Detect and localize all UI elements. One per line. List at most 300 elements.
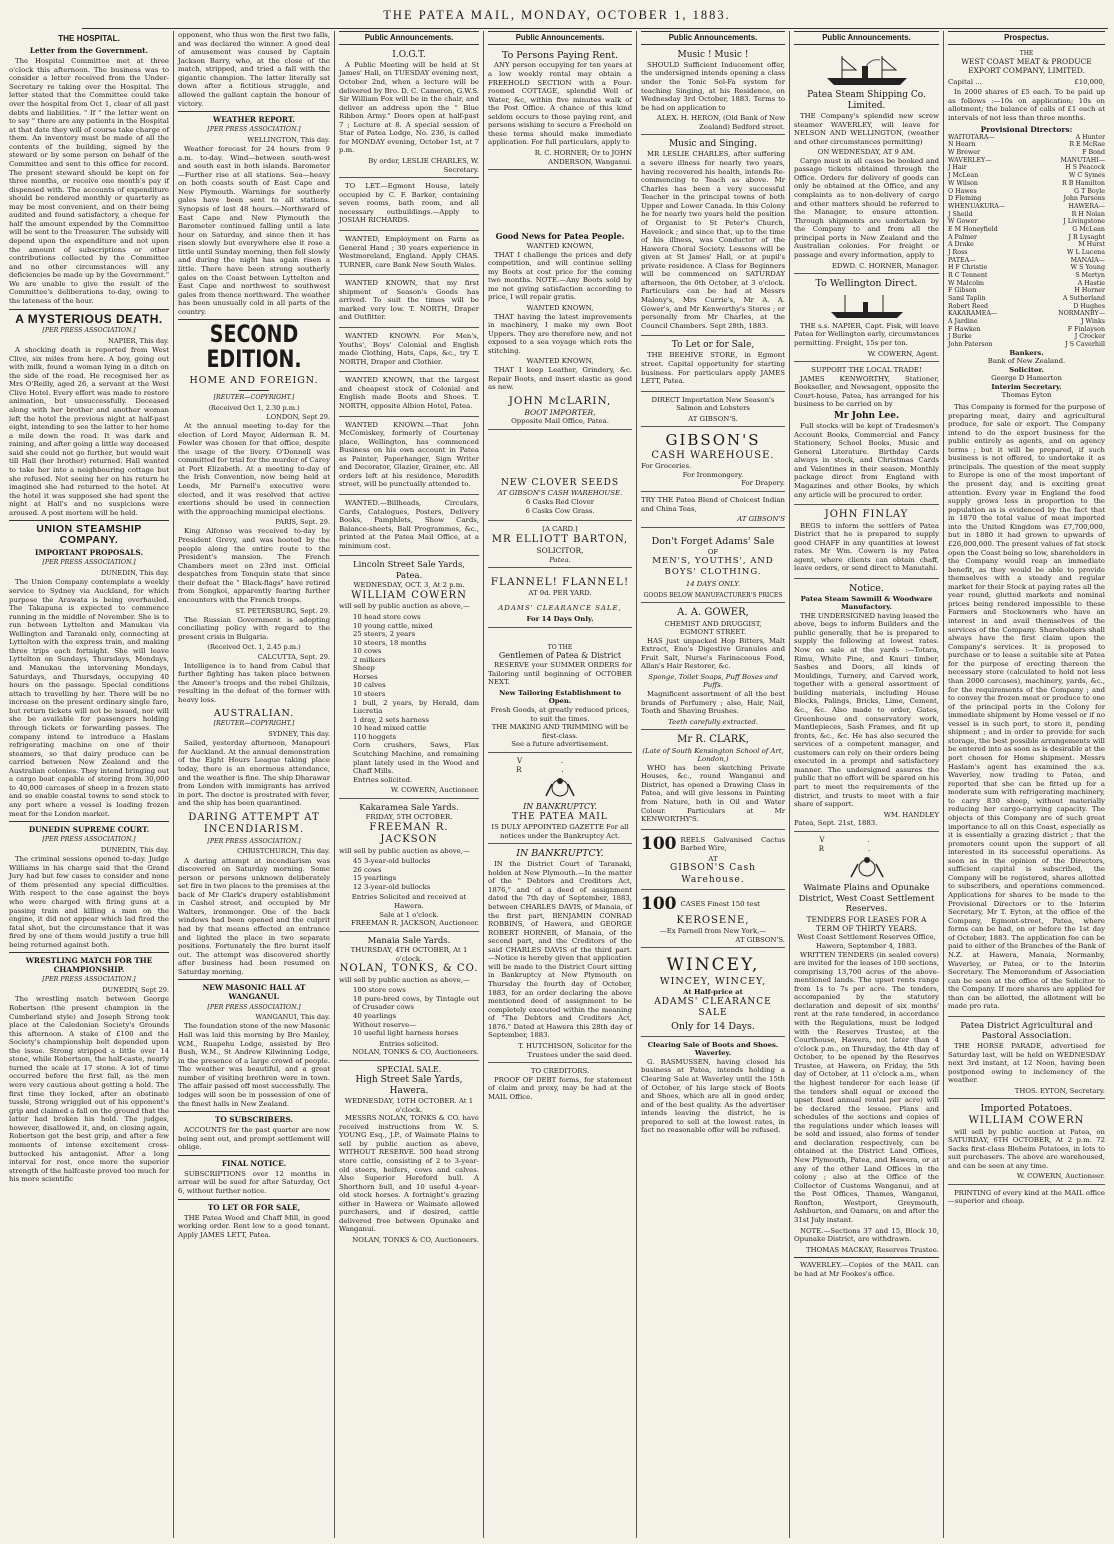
solicitor-value: George D Hamerton (991, 374, 1062, 383)
ad-duration: 14 DAYS ONLY. (685, 580, 741, 589)
ad-body: MESSRS NOLAN, TONKS & CO. have received instructions from W. S. YOUNG Esq., J.P., of Waimate Plains to sell by public auction as above, WITHOUT RESERVE. 500 head strong store cattle, consisting of 2 to 3-year-old steers, heifers, cows and calves. Also Superior Hereford bull. A Shorthorn bull, and 10 useful 4-year-old stock horses. A fortnight's grazing either in Hawera or Waimate allowed purchasers, and if desired, cattle delivered free between Opunake and Wanganui. (339, 1114, 479, 1234)
article-london: At the annual meeting to-day for the election of Lord Mayor, Alderman R. M. Fowler was chosen for that office, despite the usage of the livery. O'Donnell was committed for trial for the murder of Carey at Port Elizabeth. At a meeting to-day of the Irish Convention, now being held at Leeds, Mr Parnell's executive were elected, and it was resolved that active exertions should be used in connection with the approaching municipal elections. (178, 422, 330, 516)
blank-space (488, 630, 632, 642)
ad-wanted (339, 419, 479, 496)
director-name: NORMANBY— (1058, 310, 1105, 318)
director-name: WHENUAKURA— (948, 202, 1006, 210)
ad-subtitle: MEN'S, YOUTHS', AND BOYS' CLOTHING. (652, 556, 774, 577)
dateline: DUNEDIN, Sept 29. (102, 986, 169, 995)
director-name: John Parsons (1063, 195, 1105, 203)
ad-body: TRY THE Patea Blend of Choicest Indian and China Teas, (641, 496, 785, 513)
article-christchurch: A daring attempt at incendiarism was discovered on Saturday morning. Some person or persons unknown deliberately set fire in two places to the premises at the back of Mr Clark's drapery establishment in Cashel street, and occupied by Mr Walters, ironmonger. One of the back windows had been opened and the culprit had by that means effected an entrance and lighted the place in two separate positions. Fortunately the fire burnt itself out. The attempt was discovered shortly after business had been resumed on Saturday morning. (178, 856, 330, 976)
ad-lincoln-sale (339, 558, 479, 798)
ad-title: To Persons Paying Rent. (501, 49, 619, 61)
column-6 (791, 31, 942, 1538)
ad-intro: will sell by public auction as above,— (339, 975, 470, 984)
column-3 (336, 31, 482, 1538)
ad-intro: will sell by public auction as above,— (339, 846, 470, 855)
ad-date: WEDNESDAY, OCT. 3, At 2 p.m. (353, 581, 465, 590)
directors-list (948, 134, 1105, 349)
ad-kakaramea-sale (339, 801, 479, 932)
ad-kerosene (641, 892, 785, 949)
ad-line: For Drapery. (741, 479, 785, 488)
ad-sale: ADAMS' CLEARANCE SALE (654, 996, 772, 1018)
sale-item: 10 steers (353, 690, 386, 699)
advertiser-name: Mr John Lee. (833, 410, 900, 421)
ad-date: Patea, Sept. 21st, 1883. (794, 819, 878, 828)
received-time: (Received Oct. 1, 2.45 p.m.) (207, 643, 301, 652)
director-row (948, 310, 1105, 318)
sale-items-list (353, 857, 479, 891)
dateline: DUNEDIN, This day. (100, 569, 169, 578)
director-row (948, 303, 1105, 311)
director-name: WAVERLEY— (948, 156, 992, 164)
headline-weather: WEATHER REPORT. (213, 115, 295, 125)
sale-item: Horses (353, 672, 378, 681)
auctioneer-name: NOLAN, TONKS, & CO. (339, 963, 479, 975)
rule (178, 111, 330, 112)
headline-australian: AUSTRALIAN. (213, 707, 295, 719)
director-row (948, 226, 1105, 234)
director-row (948, 134, 1105, 142)
director-row (948, 180, 1105, 188)
ad-body: DIRECT Importation New Season's Salmon and Lobsters (651, 395, 775, 413)
company-name: WEST COAST MEAT & PRODUCE EXPORT COMPANY, LIMITED. (961, 57, 1092, 76)
director-name: F Hawken (948, 325, 981, 333)
director-row (948, 280, 1105, 288)
ad-title: NEW CLOVER SEEDS (500, 477, 620, 488)
sale-item: 10 young cattle, mixed (353, 621, 433, 630)
bankers-value: Bank of New Zealand. (987, 357, 1066, 366)
director-name: HAWERA— (1068, 202, 1105, 210)
ad-music (641, 48, 785, 136)
ad-clark (641, 732, 785, 829)
rule (794, 1257, 939, 1258)
dateline: NAPIER, This day. (108, 336, 169, 345)
ad-wincey (641, 950, 785, 1036)
royal-cipher: V. R. (818, 835, 915, 853)
ad-subtitle: Patea Steam Sawmill & Woodware Manufactory. (800, 594, 933, 612)
director-row (948, 295, 1105, 303)
ad-line: Sponge, Toilet Soaps, Puff Boxes and Puffs. (648, 672, 778, 690)
auctioneer-name: WILLIAM COWERN (968, 1115, 1085, 1127)
ad-gower (641, 605, 785, 730)
ad-body: SHOULD Sufficient Inducement offer, the undersigned intends opening a class under the Tonic Sol-Fa system for teaching Singing, at his Residence, on Wednesday 3rd October, 1883. Terms to be had on application to (641, 60, 785, 112)
ad-signature: R. C. HORNER; Or to JOHN ANDERSON, Wanganui. (534, 149, 632, 166)
ad-body: See a future advertisement. (511, 740, 609, 749)
director-row (948, 287, 1105, 295)
sale-item: 25 steers, 2 years (353, 630, 416, 639)
ad-title: Lincoln Street Sale Yards, Patea. (352, 560, 466, 581)
rule (178, 979, 330, 980)
subhead-proposals: IMPORTANT PROPOSALS. (35, 548, 143, 558)
rule (9, 952, 169, 953)
ad-body: BEGS to inform the settlers of Patea District that he is prepared to supply good CHAFF in any quantities at lowest rates. Mr Wm. Cowern is my Patea agent, where clients can obtain chaff, leave orders, or send direct to Manutahi. (794, 521, 939, 573)
sale-item: 1 bull, 2 years, by Herald, dam Lucretia (353, 698, 479, 716)
headline-supreme-court: DUNEDIN SUPREME COURT. (28, 825, 150, 835)
ad-steam-shipping (794, 48, 939, 274)
ad-iogt (339, 48, 479, 178)
section-header: Public Announcements. (488, 31, 632, 45)
ad-title: Gentlemen of Patea & District (498, 651, 622, 661)
director-name: F Gibson (948, 287, 977, 295)
sale-item: Corn crushers, Saws, Flax Scutching Machine, and remaining plant lately used in the Wood and Chaff Mills. (353, 741, 479, 776)
director-name: S Mertyn (1075, 271, 1105, 279)
ad-title: Clearing Sale of Boots and Shoes. Waverley. (647, 1040, 779, 1058)
ad-signature: NOLAN, TONKS & CO, Auctioneers. (352, 1236, 479, 1245)
ad-body: —Ex Parnell from New York,— (659, 927, 767, 936)
headline-final-notice: FINAL NOTICE. (221, 1158, 287, 1168)
sale-items-list (353, 986, 479, 1037)
article-masonic: The foundation stone of the new Masonic Hall was laid this morning by Bro Manley, W.M., Ruapehu Lodge, assisted by Bro Bush, W.M., St Andrew Kilwinning Lodge, in the presence of a large crowd of people. The weather was beautiful, and a great number of visiting brethren were in town. The affair passed off most successfully. The lodges will soon be in possession of one of the finest halls in New Zealand. (178, 1022, 330, 1108)
ad-mclarin (488, 230, 632, 429)
ad-line: For Ironmongery. (682, 470, 744, 479)
newspaper-name: THE PATEA MAIL (512, 812, 608, 823)
notice-to-let: THE Patea Wood and Chaff Mill, in good working order. Rent low to a good tenant. Apply JAMES LETT, Patea. (178, 1213, 330, 1239)
director-name: Saml Taplin (948, 294, 986, 302)
rule (9, 821, 169, 822)
director-name: R C Tennent (948, 271, 988, 279)
headline-second-edition: SECOND EDITION. (206, 320, 302, 374)
section-header: Public Announcements. (339, 31, 479, 45)
director-name: A Jardine (948, 317, 978, 325)
director-name: J Winks (1080, 317, 1105, 325)
ad-body: THAT I keep Leather, Grindery, &c. Repair Boots, and insert elastic as good as new. (488, 365, 632, 392)
sale-items-list (353, 613, 479, 784)
article-st-petersburg: The Russian Government is adopting conciliating policy with regard to the present crisis in Bulgaria. (178, 615, 330, 641)
article-wrestling: The wrestling match between George Robertson (the present champion in the Cumberland style) and Joseph Strong took place at the Caledonian Society's Grounds this afternoon. A stake of £100 and the Society's championship belt depended upon the issue. Strong stripped a little over 14 stone, while Robertson, the half-caste, nearly turned the scale at 17 stone. A lot of time occurred before the first fall, as the men were very cautious about getting a hold. The first time they locked, after an obstinate tussle, Strong wriggled out of his opponent's grip and claimed a fall on the ground that the latter had broken his hold. The judges, however, disallowed it, and, on closing again, Robertson got the best grip, and after a few moments of intense excitement cross-buttocked his antagonist. After a long interval for rest, once more the superior strength of the halfcaste proved too much for his more scientific (9, 995, 169, 1184)
advertiser-trade: (Late of South Kensington School of Art, London,) (642, 746, 784, 764)
ad-title: Good News for Patea People. (495, 231, 625, 242)
sale-item: Without reserve— (353, 1020, 417, 1029)
secretary-heading: Interim Secretary. (991, 382, 1062, 391)
ad-title: Patea District Agricultural and Pastoral Association. (960, 1020, 1093, 1042)
ad-clover-seeds (488, 476, 632, 522)
sale-item: 26 cows (353, 865, 382, 874)
ad-signature: ALEX. H. HERON, (Old Bank of New Zealand) Bedford street. (656, 114, 785, 131)
ad-signature: NOLAN, TONKS & CO, Auctioneers. (352, 1048, 479, 1057)
director-name: J Crocker (1074, 333, 1105, 341)
ad-kenworthy (794, 364, 939, 505)
ad-body: THE MAKING AND TRIMMING will be first-class. (491, 723, 629, 740)
column-7 (945, 31, 1108, 1538)
column-4 (485, 31, 635, 1538)
director-name: J Sheild (948, 210, 973, 218)
director-name: Robert Reed (948, 302, 989, 310)
advertiser-trade: BOOT IMPORTER, (524, 407, 596, 417)
director-name: G T Boyle (1074, 187, 1105, 195)
ad-sale: ADAMS' CLEARANCE SALE, (498, 603, 622, 612)
ad-title: Notice. (849, 582, 884, 594)
directors-heading: Provisional Directors: (980, 124, 1073, 134)
ad-body: Magnificent assortment of all the best brands of Perfumery ; also, Hair, Nail, Tooth and Shaving Brushes. (641, 690, 785, 716)
ad-duration: Only for 14 Days. (671, 1020, 755, 1032)
ad-body: JAMES KENWORTHY, Stationer, Bookseller, and Newsagent, opposite the Court-house, Patea, has arranged for his business to be carried on by (794, 374, 939, 409)
director-name: E M Honeyfield (948, 225, 998, 233)
column-rule (943, 31, 944, 1538)
director-name: H S Peacock (1065, 164, 1105, 172)
sale-item: 2 milkers (353, 655, 386, 664)
blank-space (488, 172, 632, 230)
ad-gibsons (641, 429, 785, 492)
ad-subtitle: CASH WAREHOUSE. (651, 449, 775, 461)
director-row (948, 234, 1105, 242)
rule (9, 309, 169, 310)
ad-intro: will sell by public auction as above,— (339, 602, 470, 611)
press-credit: [PER PRESS ASSOCIATION.] (207, 837, 301, 845)
advertiser-trade: CHEMIST AND DRUGGIST, (664, 619, 762, 628)
ad-signature: THOMAS MACKAY, Reserves Trustee. (806, 1245, 939, 1254)
director-name: John Paterson (948, 340, 993, 348)
ad-body: PROOF OF DEBT forms, for statement of claim and proxy, may be had at the MAIL Office. (488, 1075, 632, 1101)
ad-singing (641, 137, 785, 336)
dateline: ST. PETERSBURG, Sept. 29. (235, 606, 330, 615)
ad-signature: W. COWERN, Auctioneer. (1016, 1172, 1105, 1181)
reuter-credit: [REUTER—COPYRIGHT.] (213, 720, 295, 728)
ad-subtitle: WANTED KNOWN, (526, 242, 594, 251)
dateline: WELLINGTON, This day. (247, 135, 330, 144)
director-name: F Bond (1082, 149, 1105, 157)
ad-body: THE Company's splendid new screw steamer WAVERLEY, will leave for NELSON AND WELLINGTON, (weather and other circumstances permitting) (794, 111, 939, 146)
director-name: J McLean (948, 172, 979, 180)
director-name: J Hair (948, 164, 967, 172)
solicitor-heading: Solicitor. (1009, 365, 1044, 374)
steamship-icon (822, 52, 912, 88)
prospectus-body: This Company is formed for the purpose of preparing meat, dairy and agricultural produce, for sale or export. The Company intend to do the export business for the public entirely as agents, and on agency terms ; but it will be prepared, if such business is not offered, to undertake it as principals. The question of the meat supply to Europe is one of the most important of the present day, and is exciting great attention. Every year in England the food supply grows less in proportion to the population as is evidenced by the fact that in 1870 the total value of meat imported into the United Kingdom was £7,700,000, but in 1880 it had grown to upwards of £26,000,000. The present values of fat stock open the Coast being so low, shareholders in the Company would reap an immediate benefit, as they would be able to provide themselves with a steady and regular market for their Stock at paying rates all the year round, glutted markets and nominal prices being rendered impossible to these Farmers and Stockowners who have an interest in and avail themselves of the services of the Company. Shareholders shall always have the first claim upon the Company's services. It is proposed to purchase or to lease a suitable site at Patea for the purpose of erecting thereon the necessary store (calculated to hold not less than 2000 carcases), machinery, yards, &c., for the requirements of the Company ; and to convey the frozen meat or produce to one of the principal ports in the Colony for immediate shipment by Home vessel or if no vessel is in such port, to store it, pending shipment ; and in order to provide for such storage, the best possible arrangements will be entered into as soon as is desirable at the port chosen for Home shipment. Messrs Haslam's agent has examined the s.s. Waverley, now trading to Patea, and reported that she can be fitted up for a moderate sum with refrigerating machinery, to carry 830 sheep, without materially reducing her cargo-carrying capacity. The objects of this Company are of such great importance to all on this Coast, especially as it is essentially a grazing district ; that the promoters count upon the support of all interested in its successful operations. As soon as in the opinion of the Directors, sufficient capital is subscribed, the Company will be registered, shares allotted to subscribers, and operations commenced. Applications for shares to be made to the Provisional Directors or to the Interim Secretary, Mr T. Eyton, at the office of the Company, Egmont-street, Patea, where forms can be had, on or before the 1st day of October, 1883. The application fee can be paid to either of the Branches of the Bank of N.Z. at Hawera, Manaia, Normanby, Waverley, or Patea, or to the Interim Secretary. The Memorandum of Association can be seen at the office of the Solicitor to the Company. If more shares are applied for than can be allotted, the allotment will be made pro rata. (948, 402, 1105, 1011)
ad-body: WANTED, Employment on Farm as General Hand ; 30 years experience in Westmoreland, England. Apply CHAS. TURNER, care Bank New South Wales. (339, 234, 479, 269)
ad-title: WINCEY, (666, 955, 760, 976)
sale-item: Sheep (353, 664, 375, 673)
capital-value: £10,000, (1074, 77, 1105, 86)
director-row (948, 218, 1105, 226)
rule (178, 1199, 330, 1200)
ad-title: To Wellington Direct. (815, 278, 918, 290)
ad-date: THURSDAY, 4TH OCTOBER, At 1 o'clock. (350, 946, 468, 963)
advertiser-name: Mr R. CLARK, (677, 734, 749, 746)
section-header: Prospectus. (948, 31, 1105, 45)
ad-tailoring (488, 642, 632, 753)
ad-note: NOTE.—Sections 37 and 15, Block 10, Opunake District, are withdrawn. (794, 1226, 939, 1244)
share-terms: In 2000 shares of £5 each. To be paid up as follows :—10s on application; 10s on allotment; the balance of calls of £1 each at intervals of not less than three months. (948, 88, 1105, 122)
director-name: A Hastie (1077, 279, 1105, 287)
royal-arms-icon (847, 855, 887, 881)
masthead-rule (82, 28, 1108, 29)
column-2 (175, 31, 333, 1538)
ad-signature: THOS. EYTON, Secretary. (1014, 1086, 1105, 1095)
ad-title: IN BANKRUPTCY. (516, 848, 604, 860)
ad-signature: W. COWERN, Auctioneer. (390, 786, 479, 795)
director-name: J Livingstone (1063, 218, 1105, 226)
ad-body: WANTED.—Billheads, Circulars, Cards, Catalogues, Posters, Delivery Books, Pamphlets, Show Cards, Balance-sheets, Ball Programmes, &c., printed at the Patea Mail Office, at a minimum cost. (339, 499, 479, 550)
rule (178, 1111, 330, 1112)
ad-agricultural (948, 1019, 1105, 1099)
article-paris: King Alfonso was received to-day by President Grevy, and was hooted by the people along the entire route to the President's mansion. The French Chambers meet on 23rd inst. Official despatches from Tonquin state that since their defeat the " Black-flags" have retired from Songkoi, apparently fearing further encounters with the French troops. (178, 527, 330, 604)
director-name: F Finlayson (1067, 325, 1105, 333)
sale-item: 10 head mixed cattle (353, 724, 427, 733)
steamship-icon (827, 292, 907, 320)
ad-body: Full stocks will be kept of Tradesmen's Account Books, Commercial and Fancy Stationery, School Books, Music and General Literature. Birthday Cards always in stock, and Christmas Cards and Valentines in their season. Monthly package direct from England with Magazines and other Books, by which any article will be procured to order. (794, 422, 939, 499)
ad-bankruptcy-davis (488, 846, 632, 1063)
ad-body: ANY person occupying for ten years at a low weekly rental may obtain a FREEHOLD SECTION with a Four-roomed COTTAGE, splendid Well of Water, &c, within five minutes walk of the Post Office. A chance of this kind seldom occurs to those paying rent, and persons wishing to secure a Freehold on these terms should make immediate application. For full particulars, apply to (488, 61, 632, 147)
dateline: CHRISTCHURCH, This day. (237, 847, 330, 856)
director-name: M Hurst (1078, 241, 1105, 249)
column-5 (638, 31, 788, 1538)
director-name: PATEA— (948, 256, 976, 264)
bankers-heading: Bankers. (1009, 348, 1044, 357)
director-name: W Wilson (948, 179, 978, 187)
headline-home-foreign: HOME AND FOREIGN. (189, 375, 319, 387)
sale-item: 10 cows (353, 647, 382, 656)
ad-body: TO LET.—Egmont House, lately occupied by C. F. Barker, containing seven rooms, bath room, and all necessary outbuildings.—Apply to JOSIAH RICHARDS. (339, 182, 479, 225)
section-header: Public Announcements. (641, 31, 785, 45)
ad-subtitle: TENDERS FOR LEASES FOR A TERM OF THIRTY YEARS. (806, 914, 927, 934)
ad-special-sale (339, 1063, 479, 1248)
headline-masonic-hall: NEW MASONIC HALL AT WANGANUI. (202, 983, 306, 1002)
ad-line: Teeth carefully extracted. (668, 717, 758, 726)
ad-wanted (339, 330, 479, 372)
ad-body: THE UNDERSIGNED having leased the above, begs to inform Builders and the public generally, that he is prepared to supply the following at lowest rates. Now on sale at the yards :—Totara, Rimu, White Pine, and Kauri timber, Sashes and Doors, all kinds of Mouldings, Turnery, and Carved work, together with a general assortment of building materials, including House Blocks, Palings, Bricks, Lime, Cement, &c., &c. Also made to order, Gates, Greenhouse and conservatory work, Mantlepieces, Sash Frames, and fit up fronts, &c., &c. He has also secured the services of a competent manager, and customers can rely on their orders being executed in a prompt and satisfactory manner. The undersigned assures the public that no effort will be spared on his part to meet the requirements of the district, and trusts to meet with a fair share of support. (794, 611, 939, 809)
sale-item: 1 dray, 2 sets harness (353, 715, 429, 724)
ad-title: TO CREDITORS. (530, 1067, 590, 1076)
ad-title: To Let or for Sale, (671, 340, 755, 351)
ad-title: GIBSON'S (665, 431, 761, 450)
ad-body: THE s.s. NAPIER, Capt. Fisk, will leave Patea for Wellington early, circumstances permitting. Freight, 15s per ton. (794, 321, 939, 347)
director-name: J Burke (948, 333, 972, 341)
director-row (948, 249, 1105, 257)
director-row (948, 318, 1105, 326)
ad-office: West Coast Settlement Reserves Office, Hawera, September 4, 1883. (797, 933, 936, 950)
director-row (948, 203, 1105, 211)
ad-title: FLANNEL! FLANNEL! (490, 576, 630, 589)
sale-item: 12 3-year-old bullocks (353, 882, 431, 891)
headline-subscribers: TO SUBSCRIBERS. (214, 1115, 294, 1125)
ad-body: A Public Meeting will be held at St James' Hall, on TUESDAY evening next, October 2nd, when a lecture will be delivered by Bro. D. C. Cameron, G.W.S. Sir William Fox will be in the chair, and deliver an address upon the " Blue Ribbon Army." Doors open at half-past 7 ; Lecture at 8. A special session of Star of Patea Lodge, No. 236, is called for MONDAY evening, October 1st, at 7 p.m. (339, 60, 479, 155)
column-1 (6, 31, 172, 1538)
ad-body: THE BEEHIVE STORE, in Egmont street. Capital opportunity for starting business. For particulars apply JAMES LETT, Patea. (641, 351, 785, 386)
ad-title: Patea Steam Shipping Co. Limited. (807, 89, 926, 111)
dateline: WANGANUI, This day. (255, 1013, 330, 1022)
ad-body: will sell by public auction at Patea, on SATURDAY, 6TH OCTOBER, At 2 p.m. 72 Sacks first-class Bleheim Potatoes, in lots to suit purchasers. The above are warehoused, and can be seen at any time. (948, 1127, 1105, 1170)
ad-body: Fresh Goods, at greatly reduced prices, to suit the times. (490, 706, 630, 723)
ad-body: HAS just unpacked Hop Bitters, Malt Extract, Eno's Digestive Granules and Fruit Salt, Nurse's Farinaceous Food, Allan's Hair Restorer, &c. (641, 636, 785, 671)
ad-body: THAT I challenge the prices and defy competition, and will continue selling my Boots at cost price for the coming two months. NOTE.—Any Boots sold by me not giving satisfaction according to price, I will repair gratis. (488, 250, 632, 302)
ad-adams-clothing (641, 530, 785, 603)
ad-entries: Entries Solicited and received at Hawera. (351, 893, 467, 911)
director-row (948, 264, 1105, 272)
director-name: W L Lucena (1067, 248, 1105, 256)
ad-subtitle: WANTED KNOWN, (526, 357, 594, 366)
notice-subscribers: ACCOUNTS for the past quarter are now being sent out, and prompt settlement will oblige. (178, 1126, 330, 1152)
director-name: A Palmer (948, 233, 977, 241)
ad-wanted (339, 233, 479, 275)
column-rule (173, 31, 174, 1538)
director-name: MANAIA— (1070, 256, 1105, 264)
sale-item: 15 yearlings (353, 874, 397, 883)
ad-sale-time: Sale at 1 o'clock. (379, 910, 439, 919)
royal-cipher: V. R. (516, 756, 604, 774)
director-name: KAKARAMEA— (948, 310, 998, 318)
ad-body: MR LESLIE CHARLES, after suffering a severe illness for nearly two years, having recovered his health, intends Re-commencing to Teach as above. Mr Charles has been a very successful Teacher in the principal towns of both Upper and Lower Canada. In this Colony he for nearly two years held the position of Organist to St Peter's Church, Havelock ; and since that, up to the time of his illness, was Conductor of the Hawera Choral Society. Lessons will be given at St James' Hall, or at pupil's private residence. A Class for Beginners will be commenced on SATURDAY afternoon, the 6th October, at 3 o'clock. Particulars can be had at Messrs Malony's, Mrs Currie's, Mr A. A. Gower's, and Mr Kenworthy's Stores ; or personally from Mr Charles, at the Council Chambers. Sept 28th, 1883. (641, 150, 785, 330)
headline-mysterious-death: A MYSTERIOUS DEATH. (15, 311, 163, 326)
reuter-credit: [REUTER—COPYRIGHT.] (213, 393, 295, 401)
director-name: H F Christie (948, 264, 988, 272)
ad-line: For Groceries. (641, 462, 692, 471)
received-time: (Received Oct 1, 2.30 p.m.) (208, 403, 300, 412)
sale-item: 100 store cows (353, 986, 406, 995)
ad-body: REELS Galvanised Cactus Barbed Wire, (680, 835, 785, 853)
sale-item: 110 hoggets (353, 732, 397, 741)
ad-to-let (339, 180, 479, 231)
auctioneer-name: WILLIAM COWERN (351, 590, 467, 601)
director-row (948, 326, 1105, 334)
ad-location: AT GIBSON'S CASH WAREHOUSE. (497, 488, 623, 497)
director-row (948, 272, 1105, 280)
ad-price: AT 9d. PER YARD. (528, 589, 592, 598)
ad-title: Waimate Plains and Opunake District, West Coast Settlement Reserves. (798, 883, 935, 915)
headline-daring-attempt: DARING ATTEMPT AT INCENDIARISM. (188, 811, 320, 836)
director-name: N Hearn (948, 141, 976, 149)
ad-body: WRITTEN TENDERS (in sealed covers) are invited for the leases of 100 sections, comprising 13,700 acres of the above-mentioned lands. The upset rents range from 1s to 7s per acre. The tenders, accompanied by the statutory declaration and deposit of six months' rent at the rate tendered, in accordance with the Regulations, must be lodged with the Reserves Trustee, at the Courthouse, Hawera, not later than 4 o'clock p.m., on Thursday, the 4th day of October, to be opened by the Reserves Trustee, at Hawera, on Friday, the 5th day of October, at 11 o'clock a.m., when the highest tenderer for each lease (if the tenders shall equal or exceed the upset fixed annual rental per acre) will be declared the lessee. Plans and schedules of the sections and copies of the regulations under which leases will be sold and issued, also forms of tender and declaration respectively, can be obtained at the District Land Offices, New Plymouth, Patea, and Hawera, or at any of the other Land Offices in the colony ; also at the Office of the Collector of Customs Wanganui, and at the Post Offices, Thames, Wanganui, Ronfton, Westport, Greymouth, Ashburton, and Oamaru, on and after the 31st July instant. (794, 950, 939, 1224)
ad-joiner: AT (708, 854, 718, 863)
director-name: O Hawes (948, 187, 977, 195)
ad-title: Imported Potatoes. (980, 1103, 1073, 1115)
press-credit: [PER PRESS ASSOCIATION.] (207, 1003, 301, 1011)
ad-body: IS DULY APPOINTED GAZETTE For all notices under the Bankruptcy Act. (491, 823, 629, 840)
press-credit: [PER PRESS ASSOCIATION.] (42, 836, 136, 844)
director-name: R B Hamilton (1062, 179, 1105, 187)
director-name: A Sutherland (1062, 294, 1105, 302)
director-name: J Ross (948, 248, 968, 256)
director-name: A Hunter (1075, 133, 1105, 141)
ad-departure: ON WEDNESDAY, AT 9 AM. (817, 148, 916, 157)
rule (9, 520, 169, 521)
ad-printing (948, 1187, 1105, 1211)
seed-list (488, 498, 632, 515)
ad-duration: For 14 Days Only. (526, 615, 594, 624)
director-row (948, 149, 1105, 157)
dateline: CALCUTTA, Sept. 29. (257, 652, 330, 661)
advertiser-address: Opposite Mail Office, Patea. (511, 416, 609, 425)
director-name: R H Nolan (1071, 210, 1105, 218)
director-name: D Fleming (948, 195, 982, 203)
ad-barbed-wire (641, 832, 785, 890)
article-wrestling-continued: opponent, who thus won the first two falls, and was declared the winner. A good deal of amusement was caused by Captain Jackson Barry, who, at the close of the match, stripped, and tried a fall with the gigantic champion. The latter literally sat down after a fictitious struggle, and allowed the gallant captain the honour of victory. (178, 31, 330, 108)
ad-bankruptcy-gazette (488, 755, 632, 845)
ad-subtitle: WANTED KNOWN, (526, 304, 594, 313)
ad-subtitle: High Street Sale Yards, Hawera. (355, 1074, 463, 1096)
notice-final: SUBSCRIPTIONS over 12 months in arrear will be sued for after Saturday, Oct 6, without further notice. (178, 1169, 330, 1195)
director-name: WAITOTARA— (948, 133, 995, 141)
press-credit: [PER PRESS ASSOCIATION.] (42, 327, 136, 335)
ad-body: WHO has been sketching Private Houses, &c., round Wanganui and District, has opened a Drawing Class in Patea, and will give lessons in Painting from Nature, both in Oil and Water Colour. Particulars at Mr KENWORTHY'S. (641, 763, 785, 824)
ad-manaia-sale (339, 934, 479, 1061)
article-sydney: Sailed, yesterday afternoon, Manapouri for Auckland. At the annual demonstration of the Eight Hours League taking place today, there is an enormous attendance, and the weather is fine. The ship Dharawar from London with immigrants has arrived in port. The doctor is prostrated with fever, and the ship has been quarantined. (178, 739, 330, 808)
advertiser-name: JOHN FINLAY (824, 509, 909, 521)
column-rule (636, 31, 637, 1538)
ad-title: Music and Singing. (668, 139, 758, 150)
advertiser-address: Patea. (549, 555, 571, 564)
ad-signature: By order, LESLIE CHARLES, W. Secretary. (368, 157, 479, 174)
column-rule (483, 31, 484, 1538)
advertiser-address: EGMONT STREET. (679, 628, 747, 637)
ad-signature: EDWD. C. HORNER, Manager. (831, 261, 939, 270)
ad-barton (488, 523, 632, 568)
ad-signature: W. COWERN, Agent. (867, 349, 939, 358)
director-name: D Hughes (1073, 302, 1105, 310)
ad-preface: TO THE (547, 643, 573, 651)
ad-signature: WM. HANDLEY (883, 810, 939, 819)
advertiser-name: A. A. GOWER, (677, 607, 749, 619)
